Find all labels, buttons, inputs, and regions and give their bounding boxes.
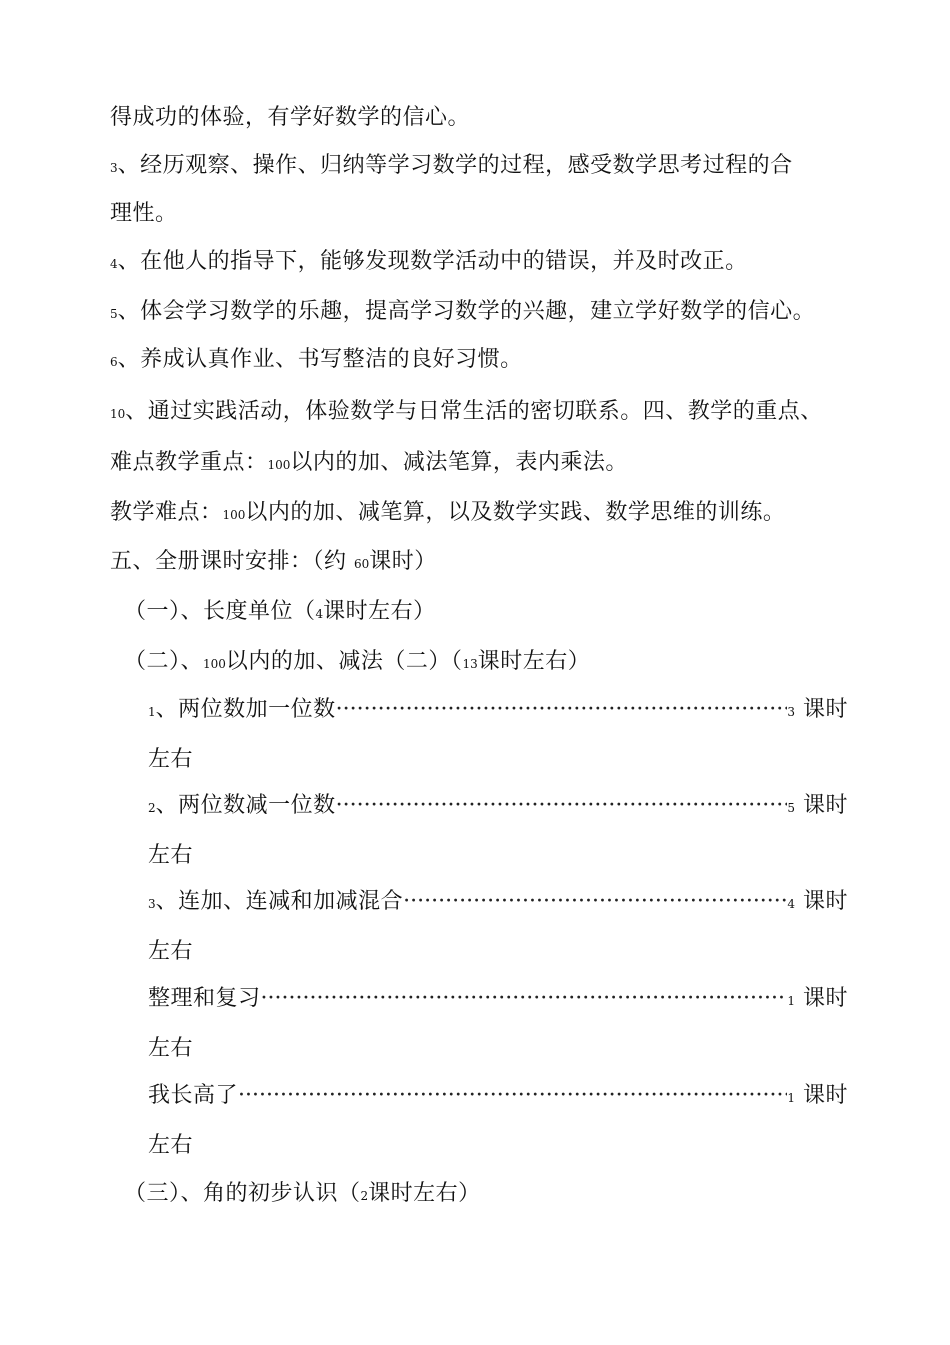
toc-hours: 3	[787, 705, 795, 719]
line-text: 课时左右）	[477, 649, 591, 674]
toc-unit: 课时	[802, 793, 848, 818]
item-number: 2	[148, 801, 156, 815]
toc-hours: 1	[787, 1091, 795, 1105]
line-text: 课时左右）	[368, 1181, 481, 1206]
toc-hours: 5	[787, 801, 795, 815]
line-text: 、养成认真作业、书写整洁的良好习惯。	[117, 347, 523, 372]
toc-continuation: 左右	[148, 1036, 194, 1061]
toc-entry	[148, 789, 848, 823]
objective-item-6	[110, 343, 850, 377]
number: 13	[462, 657, 478, 671]
line-text: 、在他人的指导下，能够发现数学活动中的错误，并及时改正。	[117, 249, 748, 274]
toc-title	[148, 1079, 238, 1115]
key-points-line	[110, 446, 850, 480]
dot-leader	[403, 885, 787, 919]
item-number: 4	[110, 257, 118, 271]
line-text: 得成功的体验，有学好数学的信心。	[110, 105, 471, 130]
toc-hours: 1	[787, 994, 795, 1008]
line-text: 难点教学重点：	[110, 450, 268, 475]
line-text: 、经历观察、操作、归纳等学习数学的过程，感受数学思考过程的合	[117, 153, 793, 178]
item-number: 5	[110, 307, 118, 321]
toc-entry	[148, 982, 848, 1016]
toc-title	[148, 885, 403, 921]
item-number: 3	[110, 161, 118, 175]
section-heading	[110, 545, 850, 579]
toc-entry	[148, 1079, 848, 1113]
toc-title	[148, 982, 261, 1018]
line-text: 以内的加、减法（二）（	[225, 649, 463, 674]
line-text: 以内的加、减笔算，以及数学实践、数学思维的训练。	[245, 500, 786, 525]
toc-unit: 课时	[802, 1083, 848, 1108]
line-text: 、体会学习数学的乐趣，提高学习数学的兴趣，建立学好数学的信心。	[117, 299, 816, 324]
toc-title-text: 、连加、连减和加减混合	[155, 889, 404, 914]
objective-item-4	[110, 245, 850, 279]
number: 60	[354, 557, 370, 571]
line-text: （三）、角的初步认识（	[124, 1181, 361, 1206]
toc-continuation: 左右	[148, 747, 194, 772]
toc-entry	[148, 885, 848, 919]
line-text: 课时左右）	[323, 599, 436, 624]
toc-title-text: 、两位数加一位数	[155, 697, 336, 722]
line-text: 教学难点：	[110, 500, 223, 525]
toc-title	[148, 789, 336, 825]
objective-item-5	[110, 295, 850, 329]
dot-leader	[261, 982, 788, 1016]
dot-leader	[336, 789, 788, 823]
item-number: 3	[148, 897, 156, 911]
number: 100	[203, 657, 226, 671]
toc-title-text: 我长高了	[148, 1083, 239, 1108]
toc-unit: 课时	[802, 697, 848, 722]
number: 100	[267, 458, 291, 472]
dot-leader	[238, 1079, 787, 1113]
item-number: 1	[148, 705, 156, 719]
toc-entry	[148, 693, 848, 727]
line-text: 五、全册课时安排：（约	[110, 549, 354, 574]
toc-unit: 课时	[802, 986, 848, 1011]
toc-title-text: 、两位数减一位数	[155, 793, 336, 818]
difficult-points-line	[110, 496, 850, 530]
toc-title-text: 整理和复习	[148, 986, 261, 1011]
number: 4	[315, 607, 324, 621]
objective-item-10	[110, 395, 850, 429]
item-number: 6	[110, 355, 118, 369]
toc-continuation: 左右	[148, 1133, 194, 1158]
toc-hours: 4	[787, 897, 795, 911]
toc-title	[148, 693, 336, 729]
line-text: （一）、长度单位（	[124, 599, 316, 624]
dot-leader	[336, 693, 788, 727]
toc-unit: 课时	[802, 889, 848, 914]
objective-item-3	[110, 149, 850, 183]
unit-heading-3	[124, 1177, 864, 1211]
line-text: 以内的加、减法笔算，表内乘法。	[290, 450, 628, 475]
line-text: （二）、	[124, 649, 204, 674]
line-text: 课时）	[369, 549, 437, 574]
toc-continuation: 左右	[148, 939, 194, 964]
number: 100	[222, 508, 246, 522]
paragraph-line	[110, 101, 850, 135]
line-text: 理性。	[110, 201, 178, 226]
item-number: 10	[110, 407, 126, 421]
paragraph-line	[110, 197, 850, 231]
line-text: 、通过实践活动，体验数学与日常生活的密切联系。四、教学的重点、	[125, 399, 823, 424]
unit-heading-1	[124, 595, 864, 629]
unit-heading-2	[124, 645, 864, 679]
toc-continuation: 左右	[148, 843, 194, 868]
number: 2	[360, 1189, 369, 1203]
